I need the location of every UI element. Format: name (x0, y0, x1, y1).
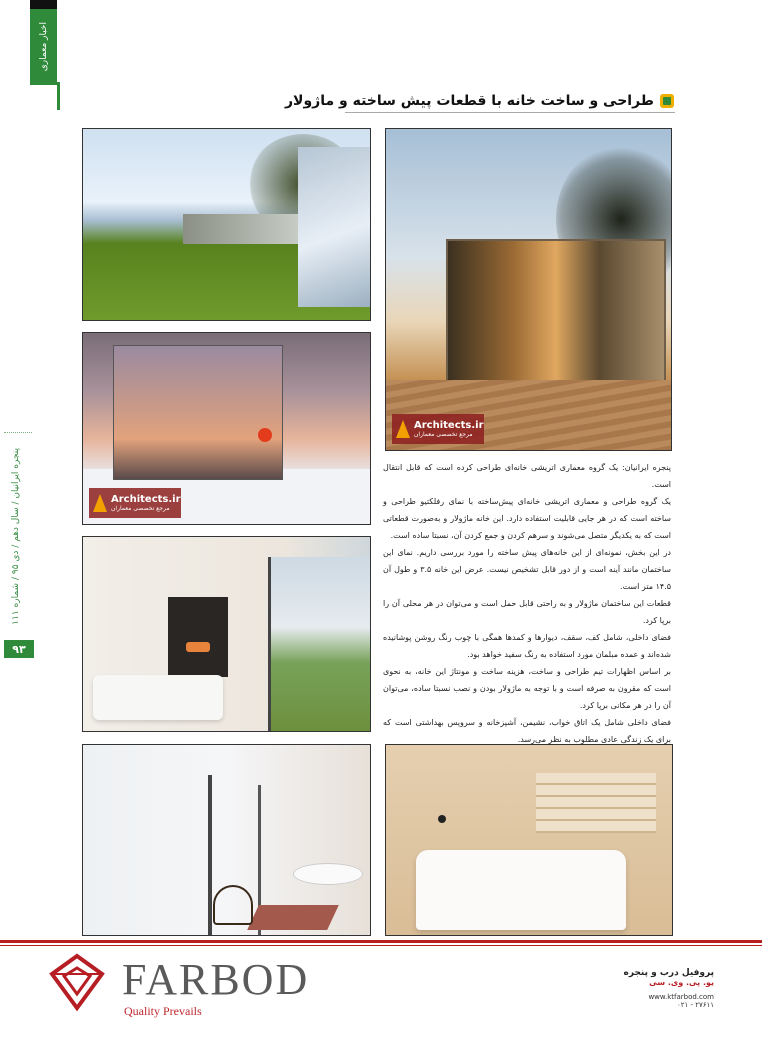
paragraph: فضای داخلی شامل یک اتاق خواب، نشیمن، آشپزخانه و سرویس بهداشتی است که برای یک زندگی عادی مطلوب به نظر می‌رسد. (383, 718, 671, 744)
watermark-subtext: مرجع تخصصی معماران (111, 505, 170, 512)
ad-material: یو. پی. وی. سی (649, 978, 714, 987)
paragraph: یک گروه طراحی و معماری اتریشی خانه‌ای پیش‌ساخته با نمای رفلکتیو طراحی و ساخته است که در هر جایی قابلیت استفاده دارد. این خانه ماژولار و به‌صورت قطعاتی است که به یکدیگر متصل می‌شوند و سرهم کردن و جمع کردن آن، نسبتا ساده است. (383, 497, 671, 540)
sofa (93, 675, 223, 720)
wall-lamp-icon (438, 815, 446, 823)
mirror-cube (113, 345, 283, 480)
photo-winter-sunset (82, 332, 371, 525)
page-number: ۹۳ (4, 640, 34, 658)
section-label: اخبار معماری (38, 22, 49, 72)
photo-bedroom (385, 744, 673, 936)
footer-rule (0, 940, 762, 943)
watermark-text: Architects.ir (414, 420, 484, 431)
butterfly-chair (213, 885, 253, 925)
farbod-logo-icon (48, 952, 106, 1012)
house-icon (660, 94, 674, 108)
photo-sunset-deck (385, 128, 672, 451)
photo-dining-area (82, 744, 371, 936)
issue-info (6, 436, 26, 636)
bed (416, 850, 626, 930)
ad-phone: ۰۲۱ - ۲۷۶۱۱ (676, 1001, 714, 1009)
mirror-facade (298, 147, 370, 307)
brand-tagline: Quality Prevails (124, 1004, 202, 1018)
ad-contact (604, 968, 714, 1009)
photo-living-room (82, 536, 371, 732)
architects-logo-icon (93, 494, 107, 512)
landscape-window (268, 557, 371, 732)
paragraph: فضای داخلی، شامل کف، سقف، دیوارها و کمدها همگی با چوب رنگ روشن پوشانیده شده‌اند و عمده مبلمان مورد استفاده به رنگ سفید خواهد بود. (383, 633, 671, 659)
photo-meadow-mirror-house (82, 128, 371, 321)
reflective-glass-wall (446, 239, 666, 399)
ad-website[interactable]: www.ktfarbod.com (648, 993, 714, 1001)
paragraph: پنجره ایرانیان: یک گروه معماری اتریشی خانه‌ای طراحی کرده است که قابل انتقال است. (383, 463, 671, 489)
green-rule (57, 82, 60, 110)
sun-icon (258, 428, 272, 442)
architects-logo-icon (396, 420, 410, 438)
watermark-subtext: مرجع تخصصی معماران (414, 431, 473, 438)
window-mullion (208, 775, 212, 936)
watermark-text: Architects.ir (111, 494, 181, 505)
fireplace (168, 597, 228, 677)
footer-rule-thin (0, 945, 762, 946)
watermark (392, 414, 484, 444)
paragraph: قطعات این ساختمان ماژولار و به راحتی قابل حمل است و می‌توان در هر محلی آن را برپا کرد. (383, 599, 671, 625)
brand-name: FARBOD (122, 955, 310, 1004)
section-tab (30, 9, 57, 85)
watermark (89, 488, 181, 518)
issue-line: پنجره ایرانیان / سال دهم / دی ۹۵ / شماره ۱۱۱ (11, 447, 21, 625)
paragraph: بر اساس اظهارات تیم طراحی و ساخت، هزینه ساخت و مونتاژ این خانه، به نحوی است که مقرون به صرفه است و با توجه به ماژولار بودن و نصب نسبتا ساده، می‌توان آن را در هر مکانی برپا کرد. (383, 667, 671, 710)
wall-shelves (536, 773, 656, 833)
dining-table (293, 863, 363, 885)
title-underline (345, 112, 675, 113)
margin-divider (4, 432, 32, 433)
article-header (285, 93, 674, 109)
ad-product-line: پروفیل درب و پنجره (623, 968, 714, 978)
article-body (383, 459, 671, 748)
article-title: طراحی و ساخت خانه با قطعات پیش ساخته و ماژولار (284, 93, 654, 109)
rug (247, 905, 339, 930)
paragraph: در این بخش، نمونه‌ای از این خانه‌های پیش ساخته را مورد بررسی داریم. نمای این ساختمان مانند آینه است و از دور قابل تشخیص نیست. عرض این خانه ۳.۵ و طول آن ۱۴.۵ متر است. (383, 548, 672, 591)
house-volume (183, 214, 303, 244)
